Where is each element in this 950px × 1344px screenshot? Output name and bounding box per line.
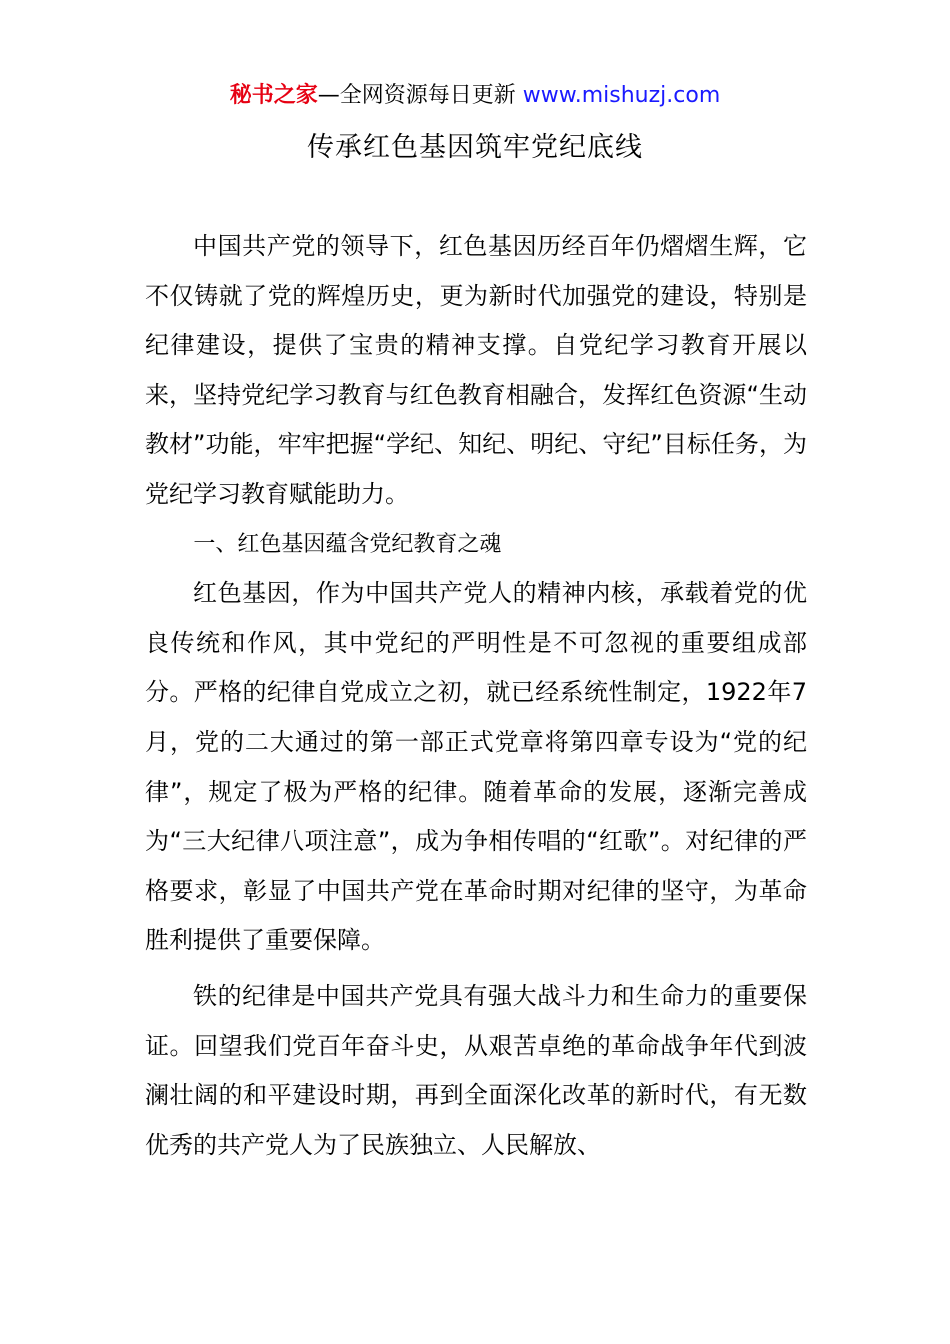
site-slogan: —全网资源每日更新 <box>317 83 516 108</box>
site-url-link[interactable]: www.mishuzj.com <box>522 83 721 108</box>
section-heading: 一、红色基因蕴含党纪教育之魂 <box>193 531 502 557</box>
paragraph-intro: 中国共产党的领导下，红色基因历经百年仍熠熠生辉，它不仅铸就了党的辉煌历史，更为新时代加强党的建设，特别是纪律建设，提供了宝贵的精神支撑。自党纪学习教育开展以来，坚持党纪学习教育与红色教育相融合，发挥红色资源“生动教材”功能，牢牢把握“学纪、知纪、明纪、守纪”目标任务，为党纪学习教育赋能助力。 <box>145 232 807 508</box>
paragraph-iron-discipline: 铁的纪律是中国共产党具有强大战斗力和生命力的重要保证。回望我们党百年奋斗史，从艰苦卓绝的革命战争年代到波澜壮阔的和平建设时期，再到全面深化改革的新时代，有无数优秀的共产党人为了民族独立、人民解放、 <box>145 981 807 1159</box>
document-body <box>145 222 807 1170</box>
document-title: 传承红色基因筑牢党纪底线 <box>307 132 643 163</box>
paragraph-red-gene: 红色基因，作为中国共产党人的精神内核，承载着党的优良传统和作风，其中党纪的严明性是不可忽视的重要组成部分。严格的纪律自党成立之初，就已经系统性制定，1922年7月，党的二大通过的第一部正式党章将第四章专设为“党的纪律”，规定了极为严格的纪律。随着革命的发展，逐渐完善成为“三大纪律八项注意”，成为争相传唱的“红歌”。对纪律的严格要求，彰显了中国共产党在革命时期对纪律的坚守，为革命胜利提供了重要保障。 <box>145 579 807 955</box>
brand-name: 秘书之家 <box>229 83 318 108</box>
site-header <box>0 80 950 112</box>
